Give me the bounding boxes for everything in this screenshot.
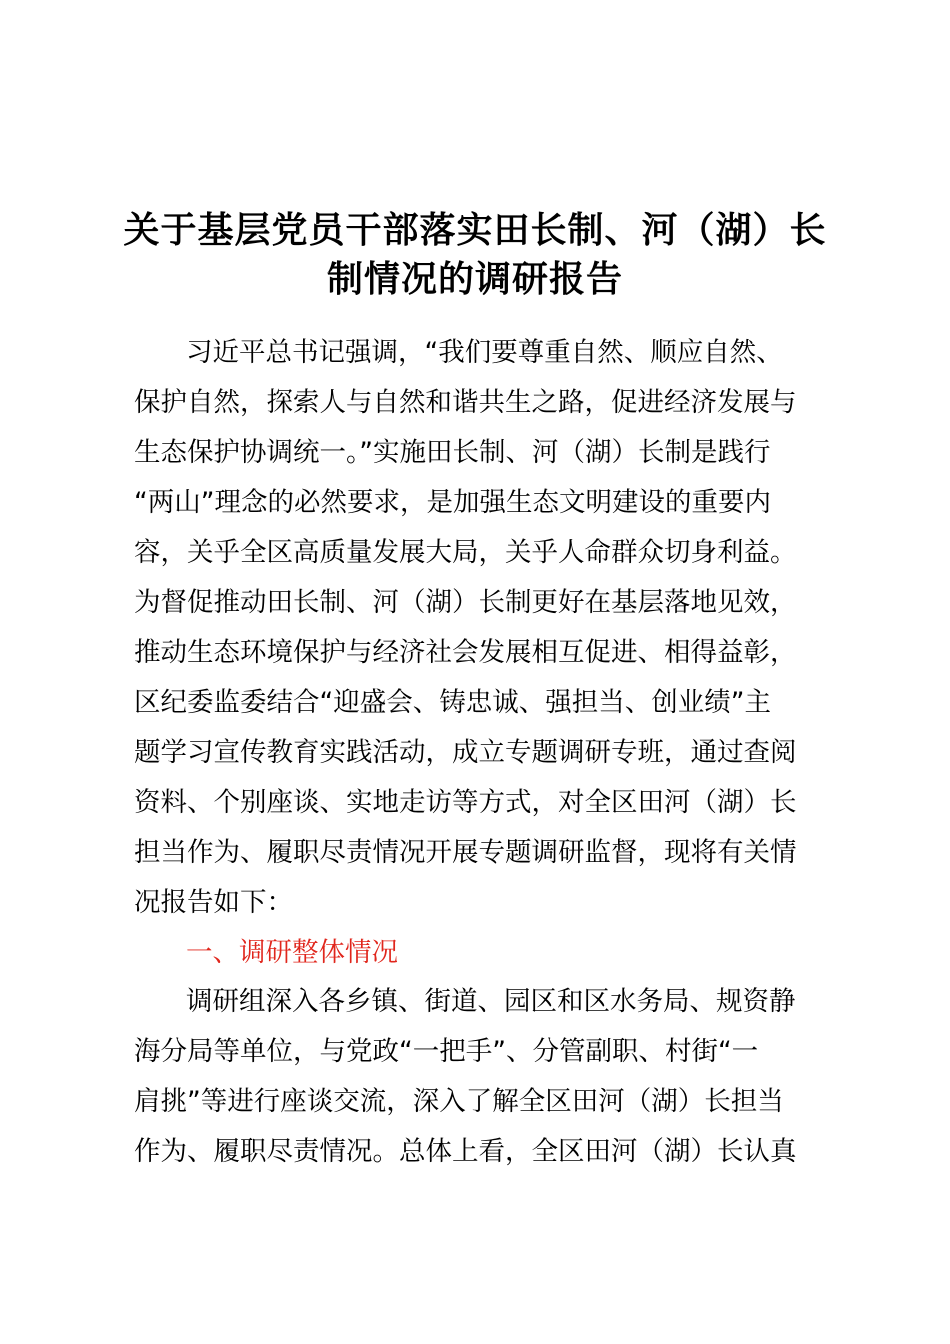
document-title-line-1: 关于基层党员干部落实田长制、河（湖）长: [123, 210, 827, 251]
paragraph-1-line-10: 资料、个别座谈、实地走访等方式，对全区田河（湖）长: [134, 787, 797, 818]
paragraph-1-line-2: 保护自然，探索人与自然和谐共生之路，促进经济发展与: [134, 387, 797, 418]
paragraph-1-line-4: “两山”理念的必然要求，是加强生态文明建设的重要内: [134, 487, 771, 518]
paragraph-2-line-3: 肩挑”等进行座谈交流，深入了解全区田河（湖）长担当: [134, 1086, 784, 1117]
paragraph-1-line-7: 推动生态环境保护与经济社会发展相互促进、相得益彰，: [134, 637, 797, 668]
paragraph-2-line-4: 作为、履职尽责情况。总体上看，全区田河（湖）长认真: [134, 1136, 797, 1167]
section-heading-1: 一、调研整体情况: [186, 937, 398, 968]
paragraph-1-line-1: 习近平总书记强调，“我们要尊重自然、顺应自然、: [186, 337, 783, 368]
paragraph-1-line-11: 担当作为、履职尽责情况开展专题调研监督，现将有关情: [134, 837, 797, 868]
document-title-line-2: 制情况的调研报告: [326, 259, 623, 300]
paragraph-1-line-5: 容，关乎全区高质量发展大局，关乎人命群众切身利益。: [134, 537, 797, 568]
paragraph-2-line-1: 调研组深入各乡镇、街道、园区和区水务局、规资静: [186, 986, 796, 1017]
paragraph-1-line-3: 生态保护协调统一。”实施田长制、河（湖）长制是践行: [134, 437, 771, 468]
paragraph-2-line-2: 海分局等单位，与党政“一把手”、分管副职、村街“一: [134, 1036, 759, 1067]
paragraph-1-line-8: 区纪委监委结合“迎盛会、铸忠诚、强担当、创业绩”主: [134, 687, 771, 718]
paragraph-1-line-6: 为督促推动田长制、河（湖）长制更好在基层落地见效，: [134, 587, 797, 618]
paragraph-1-line-12: 况报告如下：: [134, 887, 293, 918]
paragraph-1-line-9: 题学习宣传教育实践活动，成立专题调研专班，通过查阅: [134, 737, 797, 768]
